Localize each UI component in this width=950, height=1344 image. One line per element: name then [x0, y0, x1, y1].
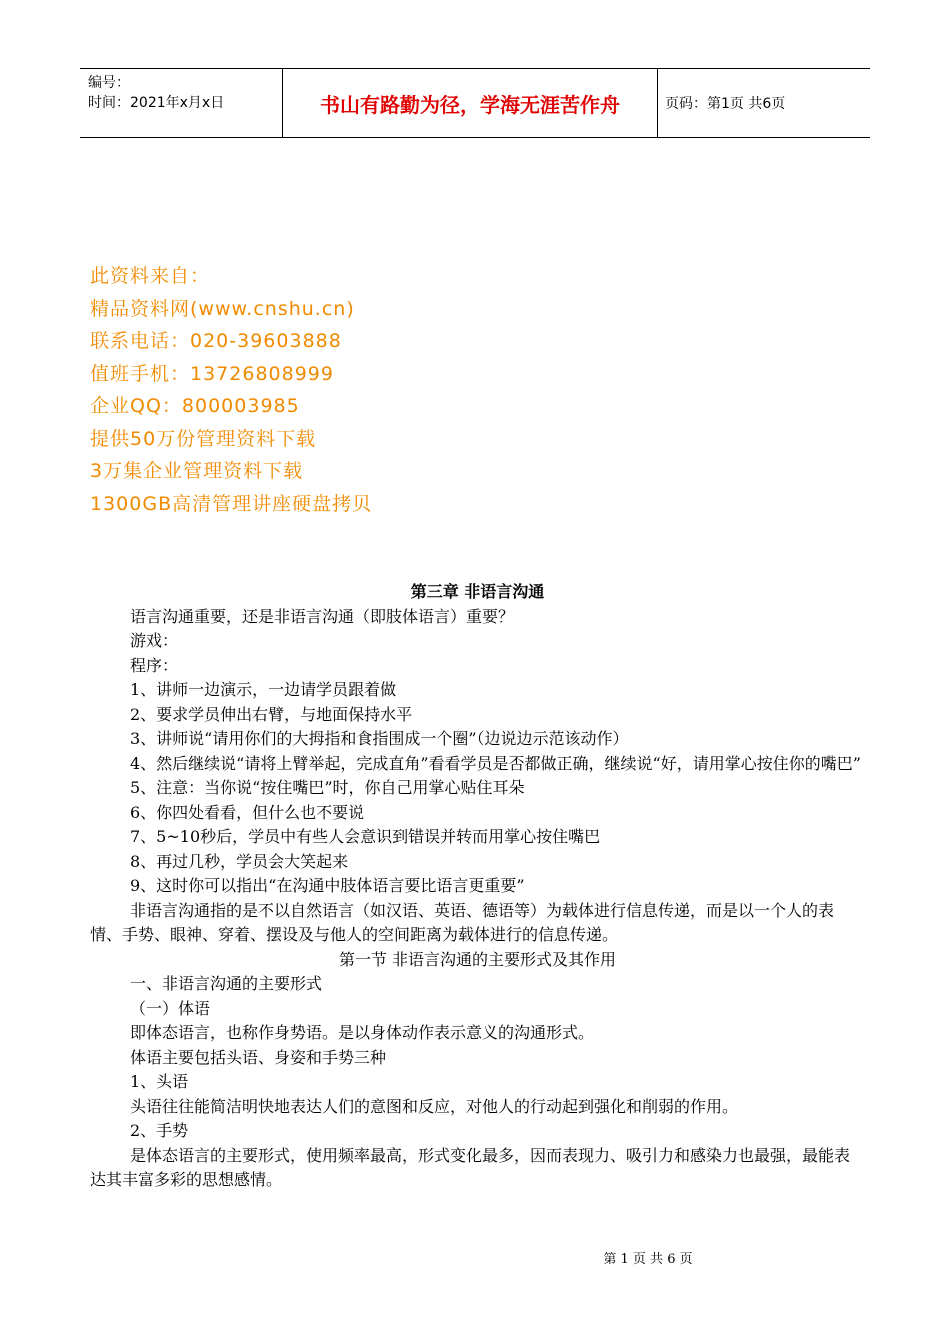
- chapter-title: 第三章 非语言沟通: [410, 582, 545, 601]
- footer-page-number: 第 1 页 共 6 页: [603, 1252, 693, 1267]
- step-item: 8、再过几秒，学员会大笑起来: [130, 851, 349, 871]
- promo-block: [90, 260, 372, 520]
- step-item: 5、注意：当你说“按住嘴巴”时，你自己用掌心贴住耳朵: [130, 778, 525, 797]
- paragraph: 游戏：: [130, 631, 179, 650]
- step-item: 6、你四处看看，但什么也不要说: [130, 802, 365, 822]
- paragraph: 即体态语言，也称作身势语。是以身体动作表示意义的沟通形式。: [130, 1023, 595, 1042]
- subheading: 1、头语: [130, 1072, 189, 1091]
- paragraph: 体语主要包括头语、身姿和手势三种: [130, 1047, 387, 1067]
- header-page-info: 页码：第1页 共6页: [665, 96, 786, 112]
- paragraph: 是体态语言的主要形式，使用频率最高，形式变化最多，因而表现力、吸引力和感染力也最强，最能表达其丰富多彩的思想感情。: [90, 1145, 851, 1189]
- subheading: 一、非语言沟通的主要形式: [130, 974, 323, 993]
- header-motto-cell: [282, 69, 658, 137]
- promo-line: 提供50万份管理资料下载: [90, 427, 317, 450]
- step-item: 7、5~10秒后，学员中有些人会意识到错误并转而用掌心按住嘴巴: [130, 827, 601, 846]
- step-item: 4、然后继续说“请将上臂举起，完成直角”看看学员是否都做正确，继续说“好，请用掌心按住你的嘴巴”: [130, 753, 861, 773]
- step-item: 3、讲师说“请用你们的大拇指和食指围成一个圈”（边说边示范该动作）: [130, 729, 629, 748]
- subheading: 2、手势: [130, 1121, 189, 1140]
- paragraph: 非语言沟通指的是不以自然语言（如汉语、英语、德语等）为载体进行信息传递，而是以一个人的表情、手势、眼神、穿着、摆设及与他人的空间距离为载体进行的信息传递。: [90, 900, 835, 944]
- step-item: 9、这时你可以指出“在沟通中肢体语言要比语言更重要”: [130, 876, 525, 895]
- paragraph: 头语往往能简洁明快地表达人们的意图和反应，对他人的行动起到强化和削弱的作用。: [130, 1096, 739, 1116]
- section-title: 第一节 非语言沟通的主要形式及其作用: [338, 949, 617, 969]
- paragraph: 语言沟通重要，还是非语言沟通（即肢体语言）重要？: [130, 606, 515, 626]
- page-header: [80, 68, 870, 138]
- document-body: [90, 580, 865, 1193]
- document-number-label: 编号：: [88, 75, 130, 91]
- promo-line: 企业QQ：800003985: [90, 395, 300, 417]
- page-footer: [0, 1248, 950, 1267]
- promo-line: 3万集企业管理资料下载: [90, 460, 304, 482]
- promo-line: 1300GB高清管理讲座硬盘拷贝: [90, 492, 373, 515]
- header-motto: 书山有路勤为径，学海无涯苦作舟: [320, 92, 620, 117]
- document-date: 时间：2021年x月x日: [88, 95, 225, 111]
- header-meta: [88, 73, 288, 113]
- promo-line: 此资料来自：: [90, 265, 211, 287]
- step-item: 2、要求学员伸出右臂，与地面保持水平: [130, 704, 413, 724]
- promo-line: 联系电话：020-39603888: [90, 330, 342, 352]
- promo-line: 精品资料网(www.cnshu.cn): [90, 297, 355, 320]
- paragraph: 程序：: [130, 655, 179, 675]
- subheading: （一）体语: [130, 998, 211, 1018]
- promo-line: 值班手机：13726808999: [90, 362, 334, 385]
- step-item: 1、讲师一边演示，一边请学员跟着做: [130, 680, 397, 699]
